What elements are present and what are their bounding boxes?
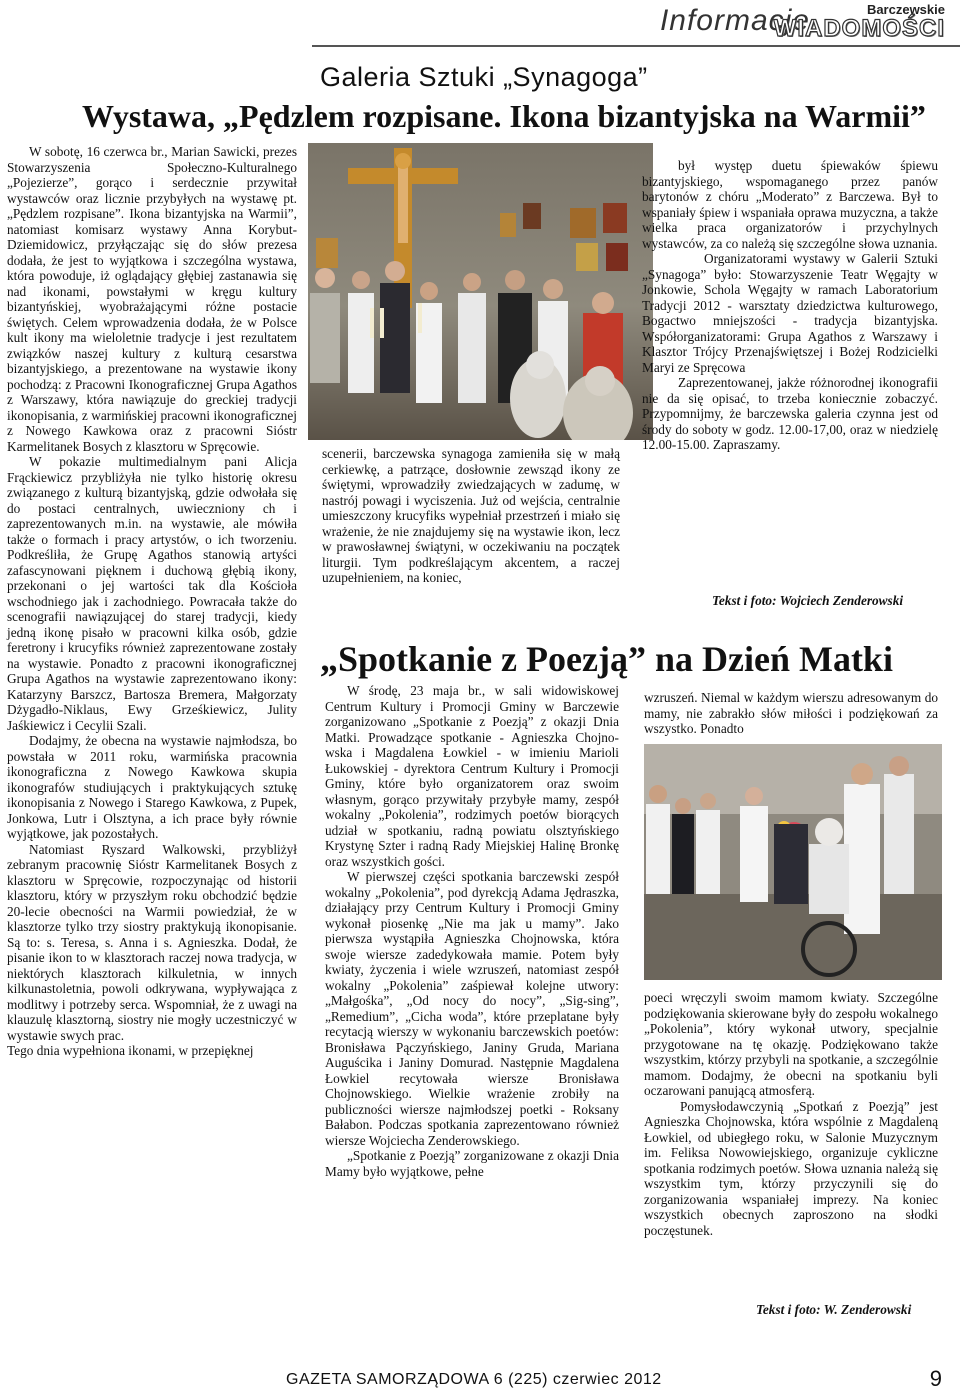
article1-column-3 — [642, 158, 938, 453]
exhibition-photo — [308, 143, 653, 440]
paragraph: Dodajmy, że obecna na wystawie najmłodsza, bo powstała w 2011 roku, warmińska pracownia ikonograficzna z Nowego Kawkowa skupia ikonografów studiujących i praktykujących sztukę ikonopisania z Nowego i Starego Kawkowa, z Pupek, Jonkowa, Lutr i Olsztyna, a ich prace były równie wyjątkowe, jak pozostałych. — [7, 733, 297, 841]
paragraph: Organizatorami wystawy w Galerii Sztuki „Synagoga” było: Stowarzyszenie Teatr Węgajty w Jonkowie, Schola Węgajty w ramach Laboratorium Tradycji 2012 - warsztaty dziedzictwa kulturowego, Bogactwo mniejszości - tradycja bizantyjska. Współorganizatorami: Grupa Agathos z Warszawy i Klasztor Trójcy Przenajświętszej i Bożej Rodzicielki Maryi ze Spręcowa — [642, 251, 938, 375]
article1-column-2 — [322, 446, 620, 586]
paragraph: był występ duetu śpiewaków śpiewu bizantyjskiego, wspomaganego przez panów barytonów z chóru „Moderato” z Barczewa. Był to wspaniały śpiew i wspaniała oprawa muzyczna, a także wielka praca organizatorów i przychylnych wystawców, za co należą się szczególne słowa uznania. — [642, 158, 938, 251]
paragraph: wzruszeń. Niemal w każdym wierszu adresowanym do mamy, nie zabrakło słów miłości i podziękowań za wszystko. Ponadto — [644, 690, 938, 736]
paragraph: Natomiast Ryszard Walkowski, przybliżył zebranym pracownię Sióstr Karmelitanek Bosych z klasztoru w Spręcowie, rozpoczynając od historii klasztoru, który w przyszłym roku obchodzić będzie 20-lecie obecności na Warmii powiedział, że w klasztorze tylko trzy siostry praktykują ikonopisanie. Są to: s. Teresa, s. Anna i s. Agnieszka. Dodał, że pisanie ikon to w klasztorach raczej nowa tradycja, w niektórych klasztorach kilkuletnia, w innych kilkunastoletnia, powoli odkrywana, wypływająca z modlitwy i potrzeby serca. Wspomniał, że z uwagi na klauzulę klasztorną, siostry nie mogły uczestniczyć w wystawie swych prac. — [7, 841, 297, 1043]
article1-credit: Tekst i foto: Wojciech Zenderowski — [712, 593, 904, 608]
paragraph: W sobotę, 16 czerwca br., Marian Sawicki, prezes Stowarzyszenia Społeczno-Kulturalnego „Pojezierze”, gorąco i serdecznie przywitał wystawców oraz licznie przybyłych na wystawę pt. „Pędzlem rozpisane”. Ikona bizantyjska na Warmii”, natomiast komisarz wystawy Anna Korybut-Dziemidowicz, przyłączając się do słów prezesa dodała, że jest to wyjątkowa i szczególna wystawa, która powoduje, iż oglądający głębiej zastanawia się nad ikonami, powstałymi w kręgu kultury bizantyńskiej, wyobrażającymi różne postacie świętych. Celem wprowadzenia dodała, że w Polsce kult ikony ma wieloletnie tradycje i jest rezultatem związków naszej kultury z kulturą cesarstwa bizantyjskiego, a prezentowane na wystawie ikony pochodzą: z Pracowni Ikonograficznej Grupa Agathos z Warszawy, która nawiązuje do greckiej tradycji ikonopisania, z warmińskiej pracowni ikonograficznej z Nowego Kawkowa oraz z pracowni Sióstr Karmelitanek Bosych z klasztoru w Spręcowie. — [7, 144, 297, 454]
article2-title: „Spotkanie z Poezją” na Dzień Matki — [320, 639, 893, 679]
paragraph: W środę, 23 maja br., w sali widowiskowej Centrum Kultury i Promocji Gminy w Barczewie zorganizowano „Spotkanie z Poezją” z okazji Dnia Matki. Prowadzące spotkanie - Agnieszka Chojno-wska i Magdalena Łowkiel - w imieniu Marioli Łukowskiej - dyrektora Centrum Kultury i Promocji Gminy, które było organizatorem oraz swoim własnym, gorąco przywitały przybyłe mamy, zespół wokalny „Pokolenia”, rodzimych poetów biorących udział w spotkaniu, radną powiatu olsztyńskiego Krystynę Szter i radną Rady Miejskiej Halinę Bronkę oraz wszystkich gości. — [325, 683, 619, 869]
paragraph: W pokazie multimedialnym pani Alicja Frąckiewicz przybliżyła nie tylko historię okresu związanego z kulturą bizantyjską, gdzie odwołała się do postaci centralnych, uwieczniony ch i zaprezentowanych m.in. na wystawie, ale mówiła także o formach i pracy artystów, o ich tworzeniu. Podkreśliła, że Grupę Agathos stanowią artyści zafascynowani pięknem i duchową głębią ikony, przekonani o jej wartości tak dla Kościoła wschodniego jak i zachodniego. Powracała także do scenografii nawiązującej do starej tradycji, kiedy jedną ikonę pisało w pracowni kilka osób, gdzie feretrony i krucyfiks również zaprezentowane zostały na wystawie. Ponadto z pracowni ikonograficznej Grupa Agathos na wystawie zaprezentowano ikony: Katarzyny Barszcz, Bartosza Bremera, Małgorzaty Dżygadło-Niklaus, Ewy Grześkiewicz, Julity Jaśkiewicz i Cecylii Szali. — [7, 454, 297, 733]
section-title: Informacje — [659, 4, 810, 37]
poetry-event-photo — [644, 744, 942, 980]
paragraph: Tego dnia wypełniona ikonami, w przepięknej — [7, 1043, 254, 1058]
article1-column-1 — [7, 144, 297, 1059]
article2-column-right-top — [644, 690, 938, 737]
article2-column-left — [325, 683, 619, 1179]
page-number: 9 — [929, 1366, 942, 1391]
article-kicker: Galeria Sztuki „Synagoga” — [320, 62, 648, 92]
logo-top-text: Barczewskie — [866, 2, 945, 17]
header-rule — [312, 45, 960, 47]
paragraph: poeci wręczyli swoim mamom kwiaty. Szczególne podziękowania skierowane były do zespołu wokalnego „Pokolenia”, który wykonał utwory, specjalnie przygotowane na tę okazję. Podziękowano także wszystkim, którzy przybyli na spotkanie, a szczególnie mamom. Dodajmy, że obecni na spotkaniu byli oczarowani panującą atmosferą. — [644, 990, 938, 1098]
article-title: Wystawa, „Pędzlem rozpisane. Ikona bizantyjska na Warmii” — [82, 98, 926, 134]
paragraph: Zaprezentowanej, jakże różnorodnej ikonografii nie da się opisać, to trzeba koniecznie zobaczyć. Przypomnijmy, że barczewska galeria czynna jest od środy do soboty w godz. 12.00-17,00, oraz w niedzielę 12.00-15.00. Zapraszamy. — [642, 375, 938, 452]
paragraph: scenerii, barczewska synagoga zamieniła się w małą cerkiewkę, a patrzące, dosłownie zewsząd ikony ze świętymi, wprowadziły zwiedzających w zadumę, w nastrój powagi i wyciszenia. Już od wejścia, centralnie umieszczony krucyfiks wypełniał przestrzeń i miało się wrażenie, że nie znajdujemy się na wystawie ikon, lecz w prawosławnej świątyni, w oczekiwaniu na początek liturgii. Tym podkreślającym akcentem, a raczej uzupełnieniem, na koniec, — [322, 446, 620, 585]
publication-footer: GAZETA SAMORZĄDOWA 6 (225) czerwiec 2012 — [286, 1371, 662, 1388]
logo-bottom-text: WIADOMOŚCI — [773, 15, 945, 42]
paragraph: „Spotkanie z Poezją” zorganizowane z okazji Dnia Mamy było wyjątkowe, pełne — [325, 1148, 619, 1179]
paragraph: W pierwszej części spotkania barczewski zespół wokalny „Pokolenia”, pod dyrekcją Adama Jędraszka, działający przy Centrum Kultury i Promocji Gminy wykonał piosenkę „Nie ma jak u mamy”. Jako pierwsza wystąpiła Agnieszka Chojnowska, która swoje wiersze zadedykowała mamie. Potem były kwiaty, życzenia i wiele wzruszeń, natomiast zespół wokalny „Pokolenia” zaśpiewał kolejne utwory: „Małgośka”, „Od nocy do nocy”, „Sig-sing”, „Remedium”, „Cicha woda”, które przeplatane były recytacją wierszy w wykonaniu barczewskich poetów: Bronisława Pączyńskiego, Janiny Gruda, Mariana Auguścika i Janiny Domurad. Następnie Magdalena Łowkiel recytowała wiersze Bronisława Chojnowskiego. Wielkie wrażenie zrobiły na publiczności wiersze najmłodszej poetki - Roksany Bałabon. Podczas spotkania zaprezentowano również wiersze Wojciecha Zenderowskiego. — [325, 869, 619, 1148]
article2-credit: Tekst i foto: W. Zenderowski — [756, 1302, 912, 1317]
paragraph: Pomysłodawczynią „Spotkań z Poezją” jest Agnieszka Chojnowska, która wspólnie z Magdaleną Łowkiel, od ubiegłego roku, w Salonie Muzycznym im. Feliksa Nowowiejskiego, organizuje cykliczne spotkania rodzimych poetów. Słowa uznania należą się wszystkim tym, którzy przyczynili się do zorganizowania wspaniałej imprezy. Na koniec wszystkich obecnych zaproszono na słodki poczęstunek. — [644, 1098, 938, 1238]
publication-logo — [773, 2, 945, 44]
article2-column-right-bottom — [644, 990, 938, 1238]
